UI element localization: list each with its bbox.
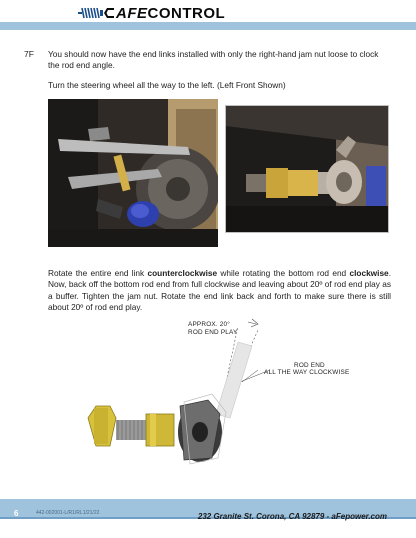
paragraph3-text-3: . Now, back off the bottom rod end from full clockwise and leaving about 20º of rod end play as a buffer. Tighten the jam nut. Rotate the end link back and forth to make sure there is still about 20º of rod end play. <box>48 268 391 312</box>
coilover-logo-icon <box>78 6 114 20</box>
logo-brand: AFE <box>116 4 148 22</box>
paragraph3-text-2: while rotating the bottom rod end <box>217 268 350 278</box>
paragraph3-text-1: Rotate the entire end link <box>48 268 148 278</box>
page-header <box>0 0 416 30</box>
rod-end-label-line2: ALL THE WAY CLOCKWISE <box>264 369 350 376</box>
suspension-photo-left <box>48 99 218 247</box>
instruction-paragraph-2: Turn the steering wheel all the way to the left. (Left Front Shown) <box>48 80 286 90</box>
approx-play-label-line2: ROD END PLAY <box>188 329 238 336</box>
afe-control-logo <box>78 4 225 22</box>
step-number: 7F <box>24 49 34 59</box>
rod-end-label-line1: ROD END <box>294 362 325 369</box>
instruction-paragraph-3 <box>48 268 391 313</box>
rod-end-play-diagram <box>80 318 380 486</box>
rod-end-closeup-photo <box>225 105 389 233</box>
paragraph3-bold-clockwise: clockwise <box>349 268 389 278</box>
approx-play-label-line1: APPROX. 20° <box>188 321 231 328</box>
instruction-paragraph-1: You should now have the end links installed with only the right-hand jam nut loose to clock the rod end angle. <box>48 49 379 71</box>
paragraph3-bold-counterclockwise: counterclockwise <box>147 268 218 278</box>
logo-text <box>116 5 225 22</box>
document-id: 442-002001-L/R1/RL1/21/22 <box>36 510 100 516</box>
company-address: 232 Granite St. Corona, CA 92879 - aFepower.com <box>197 512 387 521</box>
logo-brand-suffix: CONTROL <box>147 4 226 22</box>
page-number: 6 <box>14 509 19 518</box>
header-rule <box>0 22 416 30</box>
